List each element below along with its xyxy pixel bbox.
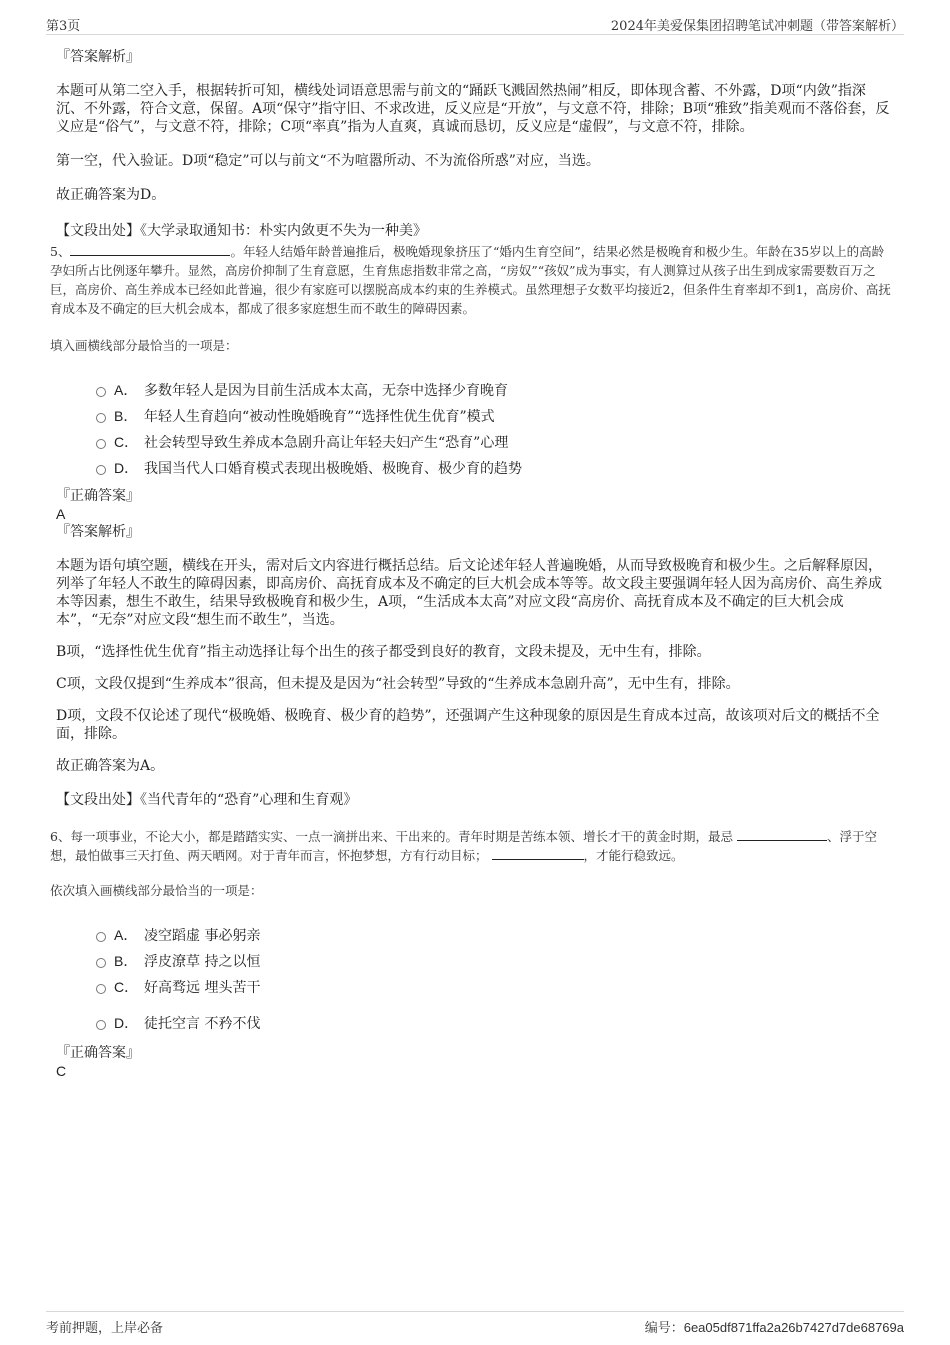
fill-blank <box>492 847 584 860</box>
option-c[interactable] <box>96 429 892 455</box>
analysis-paragraph: B项，“选择性优生优育”指主动选择让每个出生的孩子都受到良好的教育，文段未提及，无中生有，排除。 <box>56 644 711 660</box>
option-d[interactable] <box>96 1010 892 1036</box>
option-letter: C． <box>114 434 139 450</box>
option-d[interactable] <box>96 455 892 481</box>
answer-label: 『正确答案』 <box>56 1045 140 1061</box>
source-line: 【文段出处】《当代青年的“恐育”心理和生育观》 <box>56 792 358 808</box>
option-b[interactable] <box>96 948 892 974</box>
radio-icon[interactable] <box>96 413 106 423</box>
analysis-paragraph: 第一空，代入验证。D项“稳定”可以与前文“不为喧嚣所动、不为流俗所惑”对应，当选。 <box>56 153 600 169</box>
serial-number <box>645 1317 904 1336</box>
option-text: 社会转型导致生养成本急剧升高让年轻夫妇产生“恐育”心理 <box>144 435 509 451</box>
page-content <box>50 46 892 1080</box>
question-5-stem <box>50 242 892 318</box>
source-line: 【文段出处】《大学录取通知书：朴实内敛更不失为一种美》 <box>56 223 427 239</box>
radio-icon[interactable] <box>96 984 106 994</box>
option-text: 多数年轻人是因为目前生活成本太高，无奈中选择少育晚育 <box>144 383 508 399</box>
question-number: 5、 <box>50 244 71 259</box>
option-a[interactable] <box>96 922 892 948</box>
option-letter: D． <box>114 460 139 476</box>
document-title: 2024年美爱保集团招聘笔试冲刺题（带答案解析） <box>610 19 904 34</box>
option-text: 凌空蹈虚 事必躬亲 <box>144 928 261 944</box>
option-letter: C． <box>114 979 139 995</box>
analysis-label: 『答案解析』 <box>56 49 140 65</box>
option-text: 浮皮潦草 持之以恒 <box>144 954 261 970</box>
option-letter: A． <box>114 927 138 943</box>
radio-icon[interactable] <box>96 932 106 942</box>
option-letter: B． <box>114 408 138 424</box>
option-letter: B． <box>114 953 138 969</box>
serial-label: 编号： <box>644 1321 684 1336</box>
correct-answer: A <box>56 506 66 522</box>
answer-label: 『正确答案』 <box>56 488 140 504</box>
analysis-paragraph: 故正确答案为D。 <box>56 187 166 203</box>
radio-icon[interactable] <box>96 465 106 475</box>
option-text: 年轻人生育趋向“被动性晚婚晚育”“选择性优生优育”模式 <box>144 409 495 425</box>
radio-icon[interactable] <box>96 958 106 968</box>
option-letter: A． <box>114 382 138 398</box>
radio-icon[interactable] <box>96 1020 106 1030</box>
radio-icon[interactable] <box>96 439 106 449</box>
analysis-paragraph: 本题可从第二空入手，根据转折可知，横线处词语意思需与前文的“踊跃飞溅固然热闹”相反，即体现含蓄、不外露，D项“内敛”指深沉、不外露，符合文意，保留。A项“保守”指守旧、不求改进，反义应是“开放”，与文意不符，排除；B项“雅致”指美观而不落俗套，反义应是“俗气”，与文意不符，排除；C项“率真”指为人直爽，真诚而恳切，反义应是“虚假”，与文意不符，排除。 <box>56 83 890 135</box>
option-text: 好高骛远 埋头苦干 <box>144 980 261 996</box>
analysis-paragraph: 故正确答案为A。 <box>56 758 165 774</box>
analysis-paragraph: C项，文段仅提到“生养成本”很高，但未提及是因为“社会转型”导致的“生养成本急剧升高”，无中生有，排除。 <box>56 676 740 692</box>
page-number: 第3页 <box>46 19 81 34</box>
option-a[interactable] <box>96 377 892 403</box>
question-6-options <box>96 922 892 1036</box>
option-c[interactable] <box>96 974 892 1000</box>
serial-code: 6ea05df871ffa2a26b7427d7de68769a <box>683 1320 904 1335</box>
option-b[interactable] <box>96 403 892 429</box>
option-text: 徒托空言 不矜不伐 <box>144 1016 261 1032</box>
question-text: 、浮于空想，最怕做事三天打鱼、两天晒网。对于青年而言，怀抱梦想，方有行动目标； <box>50 829 877 863</box>
page-footer <box>46 1311 904 1336</box>
question-text: 。年轻人结婚年龄普遍推后，极晚婚现象挤压了“婚内生育空间”，结果必然是极晚育和极少生。年龄在35岁以上的高龄孕妇所占比例逐年攀升。显然，高房价抑制了生育意愿，生育焦虑指数非常之高，“房奴”“孩奴”成为事实，有人测算过从孩子出生到成家需要数百万之巨，高房价、高生养成本已经如此普遍，很少有家庭可以摆脱高成本约束的生养模式。虽然理想子女数平均接近2，但条件生育率却不到1，高房价、高抚育成本及不确定的巨大机会成本，都成了很多家庭想生而不敢生的障碍因素。 <box>50 244 891 316</box>
page-header <box>46 10 904 35</box>
question-prompt: 依次填入画横线部分最恰当的一项是： <box>50 883 263 898</box>
radio-icon[interactable] <box>96 387 106 397</box>
question-number: 6、 <box>50 829 71 844</box>
analysis-paragraph: D项，文段不仅论述了现代“极晚婚、极晚育、极少育的趋势”，还强调产生这种现象的原因是生育成本过高，故该项对后文的概括不全面，排除。 <box>56 708 880 742</box>
question-prompt: 填入画横线部分最恰当的一项是： <box>50 338 238 353</box>
analysis-paragraph: 本题为语句填空题，横线在开头，需对后文内容进行概括总结。后文论述年轻人普遍晚婚，从而导致极晚育和极少生。之后解释原因，列举了年轻人不敢生的障碍因素，即高房价、高抚育成本及不确定的巨大机会成本等等。故文段主要强调年轻人因为高房价、高生养成本等因素，想生不敢生，结果导致极晚育和极少生，A项，“生活成本太高”对应文段“高房价、高抚育成本及不确定的巨大机会成本”，“无奈”对应文段“想生而不敢生”，当选。 <box>56 558 882 628</box>
fill-blank <box>737 828 827 841</box>
option-text: 我国当代人口婚育模式表现出极晚婚、极晚育、极少育的趋势 <box>144 461 522 477</box>
question-6-stem <box>50 827 892 865</box>
question-text: 每一项事业，不论大小，都是踏踏实实、一点一滴拼出来、干出来的。青年时期是苦练本领、增长才干的黄金时期，最忌 <box>70 829 733 844</box>
correct-answer: C <box>56 1063 67 1079</box>
fill-blank <box>70 243 230 256</box>
question-5-options <box>96 377 892 481</box>
footer-slogan: 考前押题，上岸必备 <box>46 1321 164 1336</box>
question-text: ，才能行稳致远。 <box>583 848 684 863</box>
option-letter: D． <box>114 1015 139 1031</box>
analysis-label: 『答案解析』 <box>56 524 140 540</box>
